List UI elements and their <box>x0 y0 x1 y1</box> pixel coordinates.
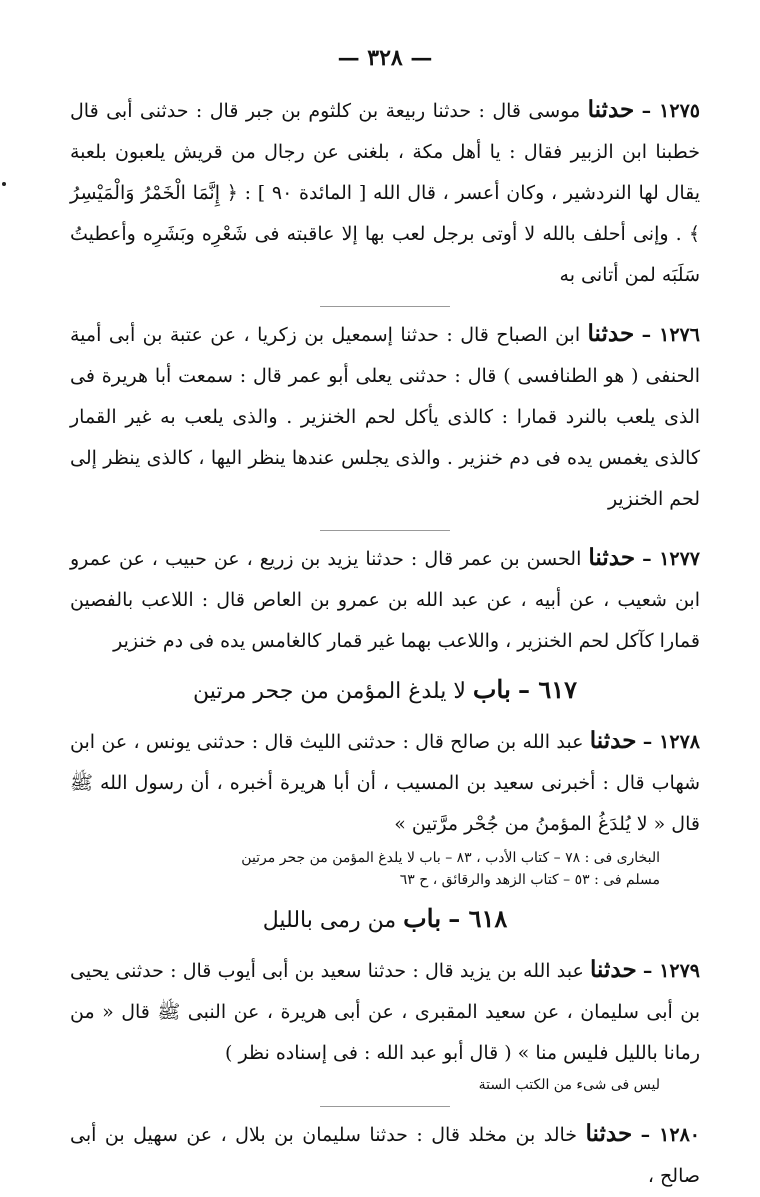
hadith-number: ١٢٧٥ – <box>641 100 700 122</box>
hadith-1278 <box>70 720 700 845</box>
chapter-title: لا يلدغ المؤمن من جحر مرتين <box>192 679 466 704</box>
chapter-bab-word: باب <box>472 675 512 704</box>
hadith-text: الحسن بن عمر قال : حدثنا يزيد بن زريع ، عن حبيب ، عن عمرو ابن شعيب ، عن أبيه ، عن عبد الله بن عمرو بن العاص قال : اللاعب بالفصين قمارا كآكل لحم الخنزير ، واللاعب بهما غير قمار كالغامس يده فى دم خنزير <box>70 548 700 652</box>
chapter-number: ٦١٨ – <box>448 904 508 933</box>
hadith-1275 <box>70 89 700 296</box>
hadith-text: موسى قال : حدثنا ربيعة بن كلثوم بن جبر قال : حدثنى أبى قال خطبنا ابن الزبير فقال : يا أهل مكة ، بلغنى عن رجال من قريش يلعبون بلعبة يقال لها النردشير ، وكان أعسر ، قال الله [ المائدة ٩٠ ] : ﴿ إِنَّمَا الْخَمْرُ وَالْمَيْسِرُ ﴾ . وإنى أحلف بالله لا أوتى برجل لعب بها إلا عاقبته فى شَعْرِه وبَشَرِه وأعطيتُ سَلَبَه لمن أتانى به <box>70 100 701 286</box>
reference-line: مسلم فى : ٥٣ – كتاب الزهد والرقائق ، ح ٦٣ <box>399 872 660 888</box>
chapter-bab-word: باب <box>403 904 442 933</box>
hadith-text: عبد الله بن صالح قال : حدثنى الليث قال : حدثنى يونس ، عن ابن شهاب قال : أخبرنى سعيد بن المسيب ، أن أبا هريرة أخبره ، أن رسول الله ﷺ قال « لا يُلدَغُ المؤمنُ من جُحْر مرَّتين » <box>70 731 700 835</box>
haddathana-word: حدثنا <box>589 727 637 754</box>
separator-line <box>320 306 450 307</box>
haddathana-word: حدثنا <box>590 956 637 983</box>
chapter-title: من رمى بالليل <box>262 908 397 933</box>
hadith-number: ١٢٧٦ – <box>641 324 700 346</box>
chapter-number: ٦١٧ – <box>518 675 578 704</box>
chapter-heading-618 <box>70 899 700 941</box>
hadith-number: ١٢٧٨ – <box>642 731 700 753</box>
document-page <box>70 45 700 1197</box>
hadith-note: ليس فى شىء من الكتب الستة <box>478 1077 660 1093</box>
hadith-1280 <box>70 1113 700 1197</box>
hadith-references <box>70 847 660 891</box>
haddathana-word: حدثنا <box>585 1120 633 1147</box>
hadith-1277 <box>70 537 700 662</box>
hadith-1279 <box>70 949 700 1074</box>
hadith-text: ابن الصباح قال : حدثنا إسمعيل بن زكريا ، عن عتبة بن أبى أمية الحنفى ( هو الطنافسى ) قال : حدثنى يعلى أبو عمر قال : سمعت أبا هريرة فى الذى يلعب بالنرد قمارا : كالذى يأكل لحم الخنزير . والذى يلعب به غير القمار كالذى يغمس يده فى دم خنزير . والذى يجلس عندها ينظر اليها ، كالذى ينظر إلى لحم الخنزير <box>70 324 700 510</box>
hadith-1276 <box>70 313 700 520</box>
hadith-text: خالد بن مخلد قال : حدثنا سليمان بن بلال ، عن سهيل بن أبى صالح ، <box>70 1124 700 1187</box>
separator-line <box>320 1106 450 1107</box>
hadith-number: ١٢٨٠ – <box>640 1124 700 1146</box>
page-number: — ٣٢٨ — <box>337 45 433 71</box>
haddathana-word: حدثنا <box>587 96 635 123</box>
haddathana-word: حدثنا <box>588 544 636 571</box>
separator-line <box>320 530 450 531</box>
reference-line: البخارى فى : ٧٨ – كتاب الأدب ، ٨٣ – باب لا يلدغ المؤمن من جحر مرتين <box>241 850 660 866</box>
chapter-heading-617 <box>70 670 700 712</box>
margin-dot <box>2 182 6 186</box>
hadith-number: ١٢٧٩ – <box>642 960 701 982</box>
hadith-number: ١٢٧٧ – <box>642 548 701 570</box>
haddathana-word: حدثنا <box>587 320 635 347</box>
hadith-text: عبد الله بن يزيد قال : حدثنا سعيد بن أبى أيوب قال : حدثنى يحيى بن أبى سليمان ، عن سعيد المقبرى ، عن أبى هريرة ، عن النبى ﷺ قال « من رمانا بالليل فليس منا » ( قال أبو عبد الله : فى إسناده نظر ) <box>70 960 700 1064</box>
